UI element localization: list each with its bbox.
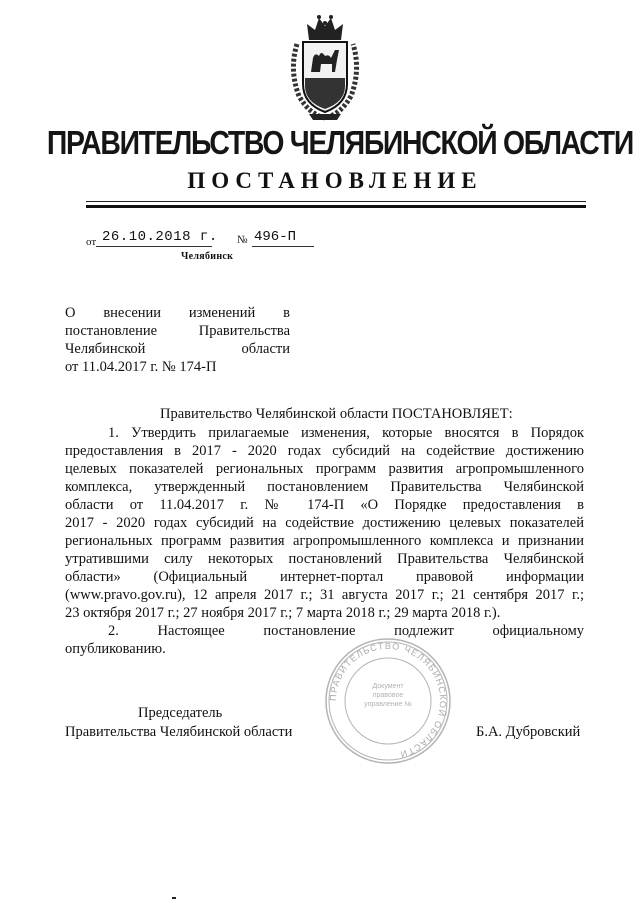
body-line: целевых показателей региональных программ развития агропромышленного (65, 461, 584, 477)
body-line: предоставления в 2017 - 2020 годах субсидий на содействие достижению (65, 443, 584, 459)
stamp-ring-text: ПРАВИТЕЛЬСТВО ЧЕЛЯБИНСКОЙ ОБЛАСТИ (327, 640, 449, 760)
resolution-preamble: Правительство Челябинской области ПОСТАНОВЛЯЕТ: (160, 406, 513, 422)
official-stamp (323, 636, 453, 766)
body-line: области от 11.04.2017 г. № 174-П «О Порядке предоставления в (65, 497, 584, 513)
date-underline (96, 246, 212, 247)
document-number: 496-П (254, 229, 297, 245)
body-line: региональных программ развития агропромышленного комплекса и признании (65, 533, 584, 549)
subject-line: от 11.04.2017 г. № 174-П (65, 359, 217, 375)
document-city: Челябинск (181, 251, 234, 262)
body-line: 23 октября 2017 г.; 27 ноября 2017 г.; 7 марта 2018 г.; 29 марта 2018 г.). (65, 605, 501, 621)
body-line: области» (Официальный интернет-портал правовой информации (65, 569, 584, 585)
body-line: 2017 - 2020 годах субсидий на содействие достижению целевых показателей (65, 515, 584, 531)
body-line: утратившими силу некоторых постановлений Правительства Челябинской (65, 551, 584, 567)
scan-mark (172, 897, 176, 899)
subject-line: О внесении изменений в (65, 305, 290, 321)
stamp-center-text: Документ правовое управление № (364, 683, 412, 708)
body-line: опубликованию. (65, 641, 166, 657)
body-line: 1. Утвердить прилагаемые изменения, которые вносятся в Порядок (108, 425, 584, 441)
header-rule-thin (86, 201, 586, 202)
number-underline (252, 246, 314, 247)
document-type: ПОСТАНОВЛЕНИЕ (187, 168, 483, 193)
body-line: (www.pravo.gov.ru), 12 апреля 2017 г.; 31 августа 2017 г.; 21 сентября 2017 г.; (65, 587, 584, 603)
body-line: комплекса, утвержденный постановлением Правительства Челябинской (65, 479, 584, 495)
coat-of-arms-emblem (285, 10, 365, 122)
signatory-name: Б.А. Дубровский (476, 724, 581, 740)
header-rule-thick (86, 205, 586, 208)
document-date: 26.10.2018 г. (102, 229, 218, 245)
signatory-title: Председатель (138, 705, 223, 721)
date-prefix: от (86, 236, 97, 248)
government-title: ПРАВИТЕЛЬСТВО ЧЕЛЯБИНСКОЙ ОБЛАСТИ (46, 124, 633, 161)
number-prefix: № (237, 234, 248, 246)
subject-line: Челябинской области (65, 341, 290, 357)
subject-line: постановление Правительства (65, 323, 290, 339)
body-line: 2. Настоящее постановление подлежит официальному (108, 623, 584, 639)
signatory-title-org: Правительства Челябинской области (65, 724, 293, 740)
